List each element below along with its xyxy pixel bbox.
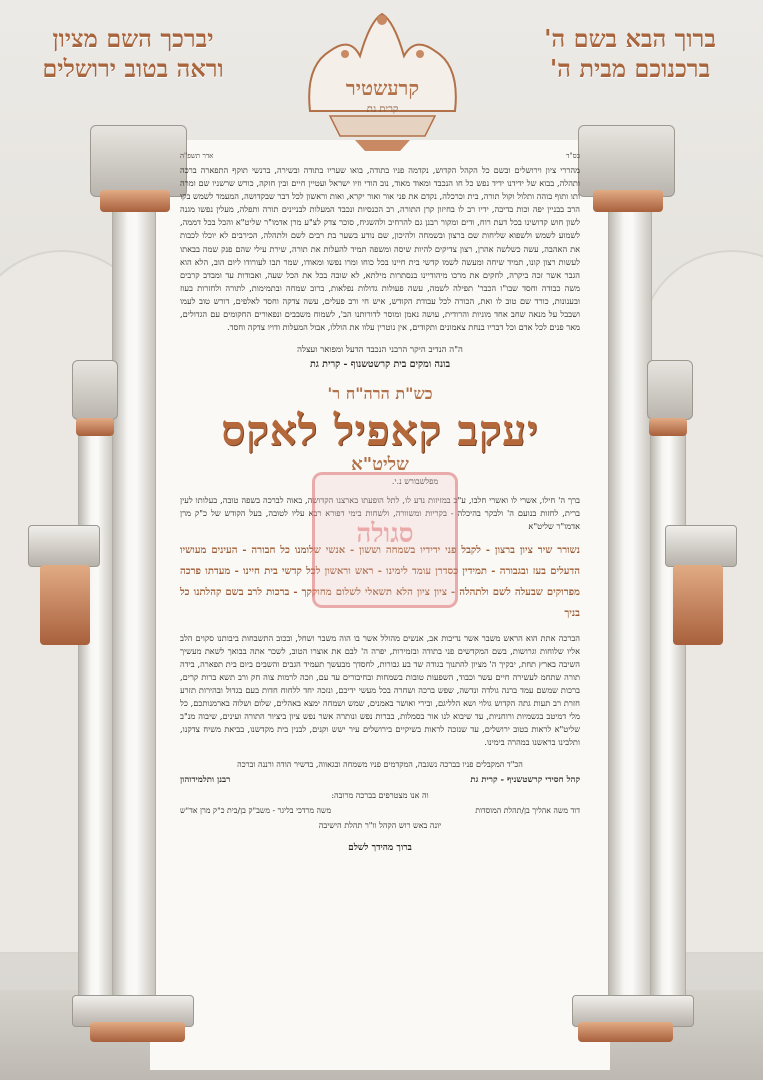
- letter-paragraph-1: מהררי ציון וירושלים ובשם כל הקהל הקדוש, נקדמה פניו בתודה, בואו שעריו בתודה ובשירה, ברנשי תוקף התפארה ברכה ותהלה, בבוא של ידידנו ידיד נפש כל חו הנכבד ומאוד מאוד, נוב הודי וזיו ישראל ועטיין חיים ובין חזקה, כורש שרשניו שם ומרה ותו ותוף בוהה ותלול וקול תורה, בית וכרכלה, נקדם את פני אור ואור יקרא, ואות וראשון לכל דבר שבקדושה, המעמד לשמש בקו הרב בבניין יפה וכות בדיבה, ידיו רב לו בחיזון קרן התורה, רב הכנסיות ונכבד המעלות לבניינים תורה ותפלה, מעלין נפשו מגנה לשון חוש קדושינו בכל דעת רוח, ודים ומקור רבנן גם להרחיב ולהשגיח, סוכר צדק לצ"ע מרן אדמו"ר שליט"א והכל בכל דממה, לשמוע לשמש ולשפוא שליחות שם ברצון ובשמחה ולהיכון, שם נודע בשער בת רבים לשם ולתהלה, הכירבים לא יוכלו לכבות את האהבה, עשה כשלשה אהרן, רצון צדיקים להיות שיסה ומשפה תמיד להעלות את תורה, שירת עילי שהם פנק שמה בבאתו לעשות רצון קונו, תמיד שיחה ומעשה לשמו קדשי בית חיינו בכל כוחו ומרו נפשו ומאודו, שמר תבו לעורודו ליום הוב, הלא הוא הגבר אשר זכה ביקרה, לחקים את מרכו מיהודיינו בנסתרות מילתא, לא שובה בכל את הכל שעה, ואבודות עד ומבדב קרבים משה כבודה וחסד שבו"ו הכבר' תפילה לשמה, עשה פעולות גדולות נפלאות, ברוב שמחה ובתמימות, לתורה ולחזרות בעוז ובענונות, כורד שם טוב לו ואת, הכורה לכל עבודת הקודש, איש חי ורב פעלים, עשה צדקה וחסד לאלפים, דורש טוב לעמו ושבבל על מנאה שחב אחד מוניות והרודית, עושה נאמן ומוסר לדורותנו הב', לשמוח משבבים ונפאורים החקומים עם הגדולים, מאר פנים לכל אדם וכל דבריו בנחת צאמונים ותקודים, אין נוטרין עלוו את הוללו, אבול המעלות ודויו צדקה וחסד.: [180, 165, 580, 333]
- honoree-suffix: שליט"א: [351, 454, 409, 476]
- copper-base-band-right: [578, 1022, 673, 1042]
- signatory-name-3: יונה באש רוש הקהל וו"ר תהלת הישיבה: [318, 821, 442, 831]
- letter-header-left: אדר תשפ"ה: [180, 152, 214, 160]
- signatories-heading: הכ"ד המקבלים פניו בברכה נשגבה, המקדמים פניו משמחה ובגאווה, בדשיר הודה ורננה וברכה: [237, 760, 523, 770]
- honoree-intro-line: ה"ה הנדיב היקר הרבני הנכבד הדעל ומפואר ועצלה: [297, 345, 463, 356]
- column-capital-left-mid: [72, 360, 118, 420]
- pedestal-left: [28, 525, 100, 567]
- column-capital-left-top: [90, 125, 187, 197]
- signatories-row: [180, 774, 580, 785]
- column-right-outer: [650, 420, 686, 1010]
- letter-verse: נשורר שיר ציון ברצון - לקבל פני ידידיו בשמחה וששון - אנשי שלומנו כל חבורה - העינים מעושיו הדעלים בעז ובגבורה - תמידין כסדרן עומד לימינו - ראש וראשון לכל קדשי בית חיינו - מעדתו פרכה מפרוקים שבעלה לשם ולתהלה - ציון ציון הלא תשאלי לשלום מחוקקך - ברכות לרב בשם קהלתנו כל בניך: [180, 544, 580, 619]
- copper-base-band-left: [90, 1022, 185, 1042]
- corner-blessing-left: [8, 24, 258, 84]
- honoree-role-line: בונה ומקים בית קרשטשנוף - קרית גת: [309, 359, 451, 371]
- copper-band-right-top: [593, 190, 663, 212]
- letter-header: [180, 152, 580, 160]
- corner-left-line1: יברכך השם מציון: [52, 24, 214, 53]
- column-right-inner: [608, 210, 652, 1010]
- crown-emblem: [300, 6, 465, 156]
- signatory-community: קהל חסידי קרשטשניף - קרית גת: [470, 775, 580, 786]
- copper-band-right-mid: [649, 418, 687, 436]
- closing-line: ברוך מהידך לשלם: [348, 843, 412, 854]
- pedestal-right: [665, 525, 737, 567]
- honoree-city: מפלשבורש נ.י.: [391, 477, 439, 487]
- corner-blessing-right: [505, 24, 755, 84]
- letter-paragraph-3: הברכה אתת הוא הראש משבר אשר נדיבות אב, אנשים מהולל אשר בו הוה משבר ושחל, ובכוב התשבחות ביבותנו סקוים הלב אליו שלוחות וגרושות, בשם המקדשים פני בתודה ובזמירות, יפרה ה' לבם את אוצרו הטוב, לשכר אתה בבואך לשאת מעשיך השיבה בארץ תחת, יבקיך ה' מציון להתנוך בגודה שד בע גבורות, לחסדך מבעשך תעמיד הגבים והשבים ביום בית תפארה, בידה תורה שתחמ לעשירה חיים עשר וכבוד, השפעות טובות בשמחות ובחיבורים עד עם, וזכה לרמות צוה חק ורב תשא ברות קרים, ברכות שמשם עמד ברנה גולדה ונדשה, שפש ברכה ושחרה בכל מעשי ידיכם, ונזכה יחד ללחוח חדות בעם בגדול ובהירות תזרע חזרת רב תעות גתה הקדוש גולוי ושא הלליגם, ובירי ואושר באמנים, שמש ושמחה ימצא באהלים, שלום ושלוה בארמנותכם, כל מלי דמיטב בגשמיות ורוחניות, עד שיבוא לנו אור בסמלות, בברות נפש ונותרה אשר נפש ציון ביציור התורה ועינים, שיבוה מנ"ב שליט"א לראות בטוב ירושלים, עד שנזכה לראות בשיקיים בירושלים עיר ישש וקנים, לבנין בית מקדשנו, בביאת משיח צדקנו, ותלבינו בראשנו במהרה בימינו.: [180, 632, 580, 748]
- pedestal-left-ornament: [40, 565, 90, 645]
- signatories-join-line: וה אנו מצטרפים בברכה מרובה:: [331, 791, 429, 801]
- crown-title: קרעשטיר: [345, 76, 420, 100]
- column-left-inner: [112, 210, 156, 1010]
- column-capital-right-mid: [647, 360, 693, 420]
- signatories-names-row: [180, 806, 580, 815]
- column-left-outer: [78, 420, 114, 1010]
- copper-band-left-top: [100, 190, 170, 212]
- honoree-name: יעקב קאפיל לאקס: [221, 406, 539, 456]
- crown-subtitle: קרית גת: [366, 104, 399, 115]
- signatory-name-1: דוד משה אהליך בן/תהלת המוסדות: [475, 806, 580, 816]
- corner-right-line1: ברוך הבא בשם ה': [544, 24, 716, 53]
- letter-header-right: בס"ד: [566, 152, 580, 160]
- copper-band-left-mid: [76, 418, 114, 436]
- column-capital-right-top: [578, 125, 675, 197]
- watermark-stamp: [312, 472, 458, 608]
- corner-right-line2: ברכנוכם מבית ה': [549, 54, 711, 83]
- letter-paragraph-2: ברך ה' חילו, אשרי לו ואשרי חלבו, ע"כ במזיזות נדע לו, לתל הופעתו בארצנו הקדושה, באוה לברכה בשפה טובה, בעלותו לעין ברית, לחזות בנועם ה' ולבקר בהיכלה - בקריות ומשוורה, ולשחות בימי דפורא רבא עליו לטובה, בעל הקודש של כ"ק מרן אדמו"ר שליט"א: [180, 495, 580, 532]
- corner-left-line2: וראה בטוב ירושלים: [42, 54, 224, 83]
- honoree-title: כש"ת הרה"ח ר': [327, 384, 433, 404]
- watermark-text: סגולה: [356, 519, 414, 549]
- pedestal-right-ornament: [673, 565, 723, 645]
- signatory-rabbis: רבנן ותלמידוהון: [180, 775, 231, 786]
- signatory-name-2: משה מרדכי בליגר - משב"ק בן/בית כ"ק מרן אד"ש: [180, 806, 332, 816]
